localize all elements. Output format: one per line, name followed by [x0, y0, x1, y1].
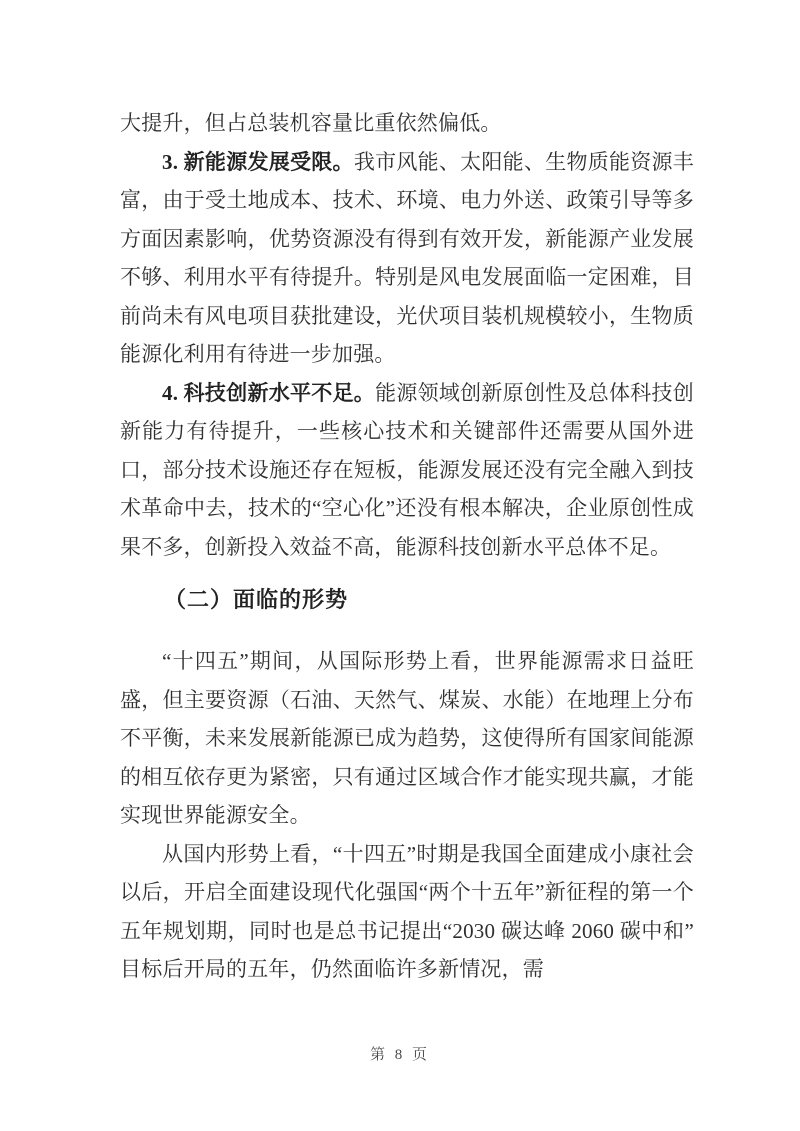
- paragraph-item-4: [120, 374, 694, 567]
- paragraph-domestic-situation: 从国内形势上看，“十四五”时期是我国全面建成小康社会以后，开启全面建设现代化强国“两个十五年”新征程的第一个五年规划期，同时也是总书记提出“2030 碳达峰 2060 碳中和”目标后开局的五年，仍然面临许多新情况，需: [120, 841, 694, 981]
- paragraph-item-3: [120, 143, 694, 374]
- page-content: [120, 104, 694, 989]
- item-3-title: 3. 新能源发展受限。: [162, 149, 354, 174]
- page-number: 第 8 页: [369, 1047, 430, 1063]
- paragraph-continuation: 大提升，但占总装机容量比重依然偏低。: [120, 111, 502, 135]
- item-4-title: 4. 科技创新水平不足。: [162, 380, 376, 405]
- paragraph-international-situation: “十四五”期间，从国际形势上看，世界能源需求日益旺盛，但主要资源（石油、天然气、煤炭、水能）在地理上分布不平衡，未来发展新能源已成为趋势，这使得所有国家间能源的相互依存更为紧密，只有通过区域合作才能实现共赢，才能实现世界能源安全。: [120, 649, 694, 827]
- section-heading: （二）面临的形势: [164, 587, 349, 612]
- item-3-body-text: 我市风能、太阳能、生物质能资源丰富，由于受土地成本、技术、环境、电力外送、政策引导等多方面因素影响，优势资源没有得到有效开发，新能源产业发展不够、利用水平有待提升。特别是风电发展面临一定困难，目前尚未有风电项目获批建设，光伏项目装机规模较小，生物质能源化利用有待进一步加强。: [120, 149, 695, 366]
- item-4-body-text: 能源领域创新原创性及总体科技创新能力有待提升，一些核心技术和关键部件还需要从国外进口，部分技术设施还存在短板，能源发展还没有完全融入到技术革命中去，技术的“空心化”还没有根本解决，企业原创性成果不多，创新投入效益不高，能源科技创新水平总体不足。: [120, 380, 695, 559]
- page-footer: [0, 1043, 800, 1064]
